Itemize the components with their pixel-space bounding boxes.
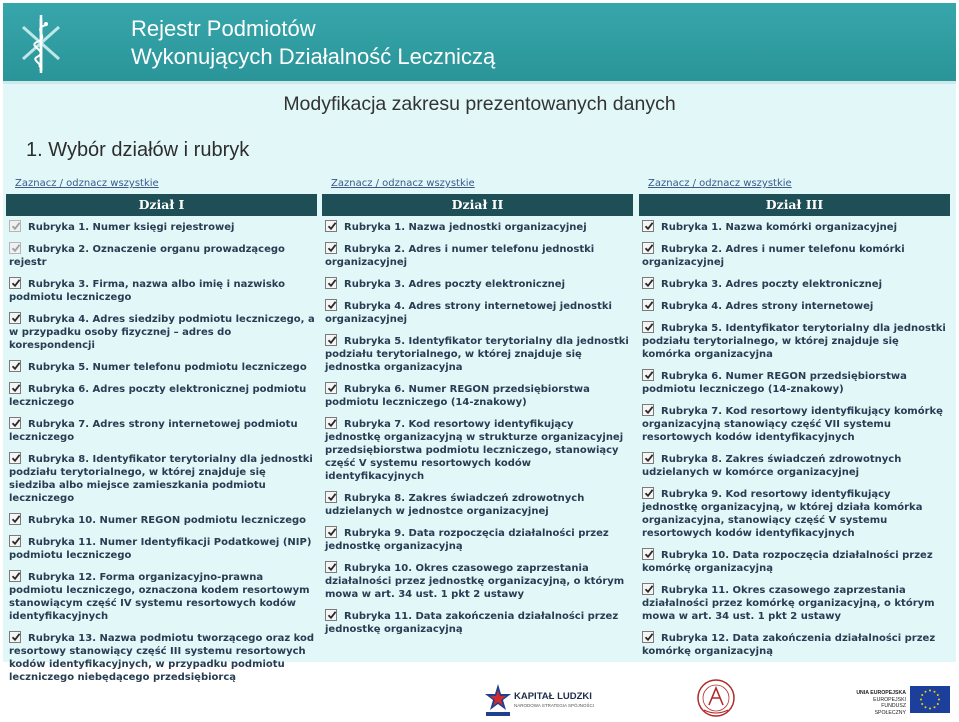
rubryka-checkbox[interactable] [642,631,654,643]
checkmark-icon [11,536,21,546]
rubryka-label: Rubryka 6. Numer REGON przedsiębiorstwa podmiotu leczniczego (14-znakowy) [325,384,590,408]
rubryka-checkbox[interactable] [325,382,337,394]
rubryka-checkbox [9,242,21,254]
rubryka-label: Rubryka 10. Numer REGON podmiotu leczniczego [28,515,307,526]
checkbox-item [9,535,315,562]
rubryka-label: Rubryka 10. Data rozpoczęcia działalności przez komórkę organizacyjną [642,550,933,574]
checkmark-icon [644,221,654,231]
rubryka-label: Rubryka 8. Identyfikator terytorialny dla jednostki podziału terytorialnego, w której znajduje się siedziba albo miejsce zamieszkania podmiotu leczniczego [9,454,313,504]
checkmark-icon [327,278,337,288]
checkmark-icon [11,383,21,393]
rubryka-label: Rubryka 10. Okres czasowego zaprzestania działalności przez jednostkę organizacyjną, o którym mowa w art. 34 ust. 1 pkt 2 ustawy [325,563,625,600]
rubryka-label: Rubryka 7. Kod resortowy identyfikujący jednostkę organizacyjną w strukturze organizacyjnej przedsiębiorstwa podmiotu leczniczego, stanowiący część V systemu resortowych kodów identyfikacyjnych [325,419,624,482]
checkbox-item [642,299,948,313]
checkmark-icon [644,632,654,642]
rubryka-label: Rubryka 2. Oznaczenie organu prowadzącego rejestr [9,244,285,268]
checkbox-item [325,609,631,636]
rubryka-label: Rubryka 6. Adres poczty elektronicznej podmiotu leczniczego [9,384,307,408]
section-column-dzial-1 [6,177,317,692]
rubryka-checkbox[interactable] [642,299,654,311]
rubryka-label: Rubryka 2. Adres i numer telefonu komórki organizacyjnej [642,244,905,268]
eu-star-icon [937,694,939,696]
checkmark-icon [11,361,21,371]
checkmark-icon [327,300,337,310]
toggle-all-link[interactable]: Zaznacz / odznacz wszystkie [331,178,475,189]
checkbox-item [642,242,948,269]
checkmark-icon [11,221,21,231]
rubryka-checkbox[interactable] [9,312,21,324]
rubryka-label: Rubryka 5. Identyfikator terytorialny dla jednostki podziału terytorialnego, w której znajduje się jednostka organizacyjna [325,336,629,373]
kapital-ludzki-logo [484,682,596,718]
page-title: Modyfikacja zakresu prezentowanych danych [283,93,676,115]
checkmark-icon [327,562,337,572]
rubryka-checkbox[interactable] [9,570,21,582]
checkmark-icon [11,418,21,428]
checkmark-icon [644,243,654,253]
rubryka-checkbox[interactable] [325,299,337,311]
checkmark-icon [644,300,654,310]
column-header: Dział III [639,194,950,216]
rubryka-checkbox[interactable] [325,242,337,254]
checkmark-icon [644,549,654,559]
rubryka-checkbox[interactable] [325,277,337,289]
column-header: Dział II [322,194,633,216]
checkmark-icon [327,221,337,231]
toggle-all-link[interactable]: Zaznacz / odznacz wszystkie [648,178,792,189]
toggle-all-link[interactable]: Zaznacz / odznacz wszystkie [15,178,159,189]
rubryka-label: Rubryka 3. Firma, nazwa albo imię i nazwisko podmiotu leczniczego [9,279,286,303]
rubryka-checkbox[interactable] [9,452,21,464]
rubryka-label: Rubryka 11. Data zakończenia działalności przez jednostkę organizacyjną [325,611,619,635]
checkmark-icon [11,313,21,323]
checkbox-item [9,242,315,269]
checkmark-icon [644,278,654,288]
rubryka-label: Rubryka 3. Adres poczty elektronicznej [344,279,565,290]
section-column-dzial-2 [322,177,633,644]
section-column-dzial-3 [639,177,950,666]
checkmark-icon [644,453,654,463]
rubryka-checkbox[interactable] [642,220,654,232]
eu-star-icon [937,703,939,705]
checkbox-item [9,277,315,304]
rubryka-checkbox[interactable] [9,382,21,394]
checkmark-icon [11,514,21,524]
rubryka-checkbox[interactable] [9,360,21,372]
rubryka-label: Rubryka 9. Kod resortowy identyfikujący jednostkę organizacyjną, w której działa komórka organizacyjna, stanowiący część V systemu resortowych kodów identyfikacyjnych [642,489,923,539]
checkbox-item [642,583,948,623]
checkbox-item [642,369,948,396]
checkbox-item [642,277,948,291]
checkmark-icon [327,335,337,345]
checkbox-item [325,242,631,269]
rubryka-checkbox[interactable] [325,561,337,573]
checkmark-icon [644,405,654,415]
rubryka-label: Rubryka 9. Data rozpoczęcia działalności przez jednostkę organizacyjną [325,528,609,552]
eu-line3: FUNDUSZ SPOŁECZNY [874,703,906,716]
rubryka-label: Rubryka 13. Nazwa podmiotu tworzącego oraz kod resortowy stanowiący część III systemu resortowych kodów identyfikacyjnych, w przypadku podmiotu leczniczego niebędącego przedsiębiorcą [9,633,315,683]
rubryka-checkbox[interactable] [642,242,654,254]
checkbox-item [642,487,948,540]
rubryka-checkbox[interactable] [9,535,21,547]
rubryka-label: Rubryka 7. Kod resortowy identyfikujący komórkę organizacyjną stanowiący część VII systemu resortowych kodów identyfikacyjnych [642,406,943,443]
rubryka-label: Rubryka 8. Zakres świadczeń zdrowotnych udzielanych w jednostce organizacyjnej [325,493,585,517]
checkmark-icon [11,243,21,253]
rubryka-label: Rubryka 12. Forma organizacyjno-prawna podmiotu leczniczego, oznaczona kodem resortowym stanowiącym część IV systemu resortowych kodów identyfikacyjnych [9,572,310,622]
checkbox-item [325,277,631,291]
eu-star-icon [929,708,931,710]
eu-logo-text [852,690,906,716]
checkbox-item [642,321,948,361]
app-header [3,3,956,81]
checkbox-item [9,220,315,234]
checkbox-item [9,417,315,444]
rubryka-checkbox[interactable] [325,220,337,232]
checkbox-item [9,631,315,684]
rubryka-label: Rubryka 1. Numer księgi rejestrowej [28,222,235,233]
checkbox-item [642,548,948,575]
checkmark-icon [644,370,654,380]
rubryka-label: Rubryka 7. Adres strony internetowej podmiotu leczniczego [9,419,298,443]
checkmark-icon [644,584,654,594]
checkbox-item [325,382,631,409]
eu-star-icon [929,690,931,692]
rubryka-checkbox[interactable] [9,513,21,525]
rubryka-label: Rubryka 4. Adres strony internetowej [661,301,874,312]
checkbox-list [639,220,950,658]
rubryka-checkbox[interactable] [325,417,337,429]
rubryka-checkbox[interactable] [325,334,337,346]
eu-social-fund-logo [852,686,952,714]
kapital-ludzki-title: KAPITAŁ LUDZKI [514,691,592,702]
checkmark-icon [644,488,654,498]
eu-flag-icon [910,686,950,713]
checkbox-item [9,513,315,527]
main-content [3,84,956,683]
eu-line1: UNIA EUROPEJSKA [856,690,906,696]
eu-star-icon [934,691,936,693]
rubryka-checkbox[interactable] [642,583,654,595]
checkmark-icon [327,492,337,502]
rubryka-checkbox[interactable] [9,277,21,289]
app-title-line1: Rejestr Podmiotów [131,16,316,41]
checkbox-item [642,404,948,444]
rubryka-label: Rubryka 5. Numer telefonu podmiotu leczniczego [28,362,307,373]
rubryka-label: Rubryka 6. Numer REGON przedsiębiorstwa podmiotu leczniczego (14-znakowy) [642,371,907,395]
eu-star-icon [921,694,923,696]
checkmark-icon [11,453,21,463]
checkbox-item [9,360,315,374]
rubryka-label: Rubryka 1. Nazwa komórki organizacyjnej [661,222,898,233]
rubryka-checkbox[interactable] [642,369,654,381]
eu-star-icon [920,699,922,701]
eu-star-icon [921,703,923,705]
rubryka-label: Rubryka 4. Adres siedziby podmiotu leczniczego, a w przypadku osoby fizycznej – adres do korespondencji [9,314,315,351]
checkbox-list [6,220,317,684]
checkbox-item [642,220,948,234]
checkbox-item [325,334,631,374]
section-title: 1. Wybór działów i rubryk [26,139,250,161]
rubryka-checkbox[interactable] [642,277,654,289]
checkbox-item [325,417,631,483]
checkbox-item [325,299,631,326]
rubryka-label: Rubryka 1. Nazwa jednostki organizacyjnej [344,222,587,233]
checkbox-item [325,526,631,553]
checkbox-item [9,312,315,352]
rubryka-checkbox[interactable] [642,487,654,499]
app-title [131,15,495,71]
checkbox-item [325,561,631,601]
checkbox-item [9,570,315,623]
checkmark-icon [327,243,337,253]
eu-star-icon [925,691,927,693]
rubryka-label: Rubryka 11. Okres czasowego zaprzestania działalności przez komórkę organizacyjną, o którym mowa w art. 34 ust. 1 pkt 2 ustawy [642,585,935,622]
kapital-ludzki-emblem-icon [484,682,512,718]
rubryka-checkbox[interactable] [325,526,337,538]
checkmark-icon [327,527,337,537]
checkbox-item [325,491,631,518]
app-title-line2: Wykonujących Działalność Leczniczą [131,44,496,69]
rubryka-label: Rubryka 4. Adres strony internetowej jednostki organizacyjnej [325,301,612,325]
star-of-life-logo-icon [13,9,69,77]
eu-star-icon [938,699,940,701]
rubryka-checkbox[interactable] [642,404,654,416]
rubryka-checkbox[interactable] [325,609,337,621]
rubryka-label: Rubryka 5. Identyfikator terytorialny dla jednostki podziału terytorialnego, w której znajduje się komórka organizacyjna [642,323,946,360]
institution-seal-logo-icon [696,678,736,718]
checkbox-item [642,452,948,479]
kapital-ludzki-subtitle: NARODOWA STRATEGIA SPÓJNOŚCI [514,703,595,708]
checkmark-icon [11,571,21,581]
checkbox-item [325,220,631,234]
checkmark-icon [644,322,654,332]
checkmark-icon [327,383,337,393]
checkmark-icon [327,610,337,620]
checkbox-item [9,452,315,505]
eu-line2: EUROPEJSKI [873,696,906,703]
eu-stars-icon [910,686,950,713]
checkbox-list [322,220,633,636]
rubryka-checkbox [9,220,21,232]
eu-star-icon [934,706,936,708]
checkmark-icon [327,418,337,428]
rubryka-checkbox[interactable] [9,631,21,643]
rubryka-checkbox[interactable] [9,417,21,429]
rubryka-label: Rubryka 11. Numer Identyfikacji Podatkowej (NIP) podmiotu leczniczego [9,537,312,561]
column-header: Dział I [6,194,317,216]
rubryka-label: Rubryka 2. Adres i numer telefonu jednostki organizacyjnej [325,244,595,268]
checkmark-icon [11,278,21,288]
rubryka-checkbox[interactable] [325,491,337,503]
rubryka-checkbox[interactable] [642,321,654,333]
checkbox-item [642,631,948,658]
checkmark-icon [11,632,21,642]
rubryka-label: Rubryka 8. Zakres świadczeń zdrowotnych udzielanych w komórce organizacyjnej [642,454,902,478]
checkbox-item [9,382,315,409]
rubryka-label: Rubryka 3. Adres poczty elektronicznej [661,279,882,290]
rubryka-checkbox[interactable] [642,452,654,464]
rubryka-label: Rubryka 12. Data zakończenia działalności przez komórkę organizacyjną [642,633,936,657]
rubryka-checkbox[interactable] [642,548,654,560]
eu-star-icon [925,706,927,708]
